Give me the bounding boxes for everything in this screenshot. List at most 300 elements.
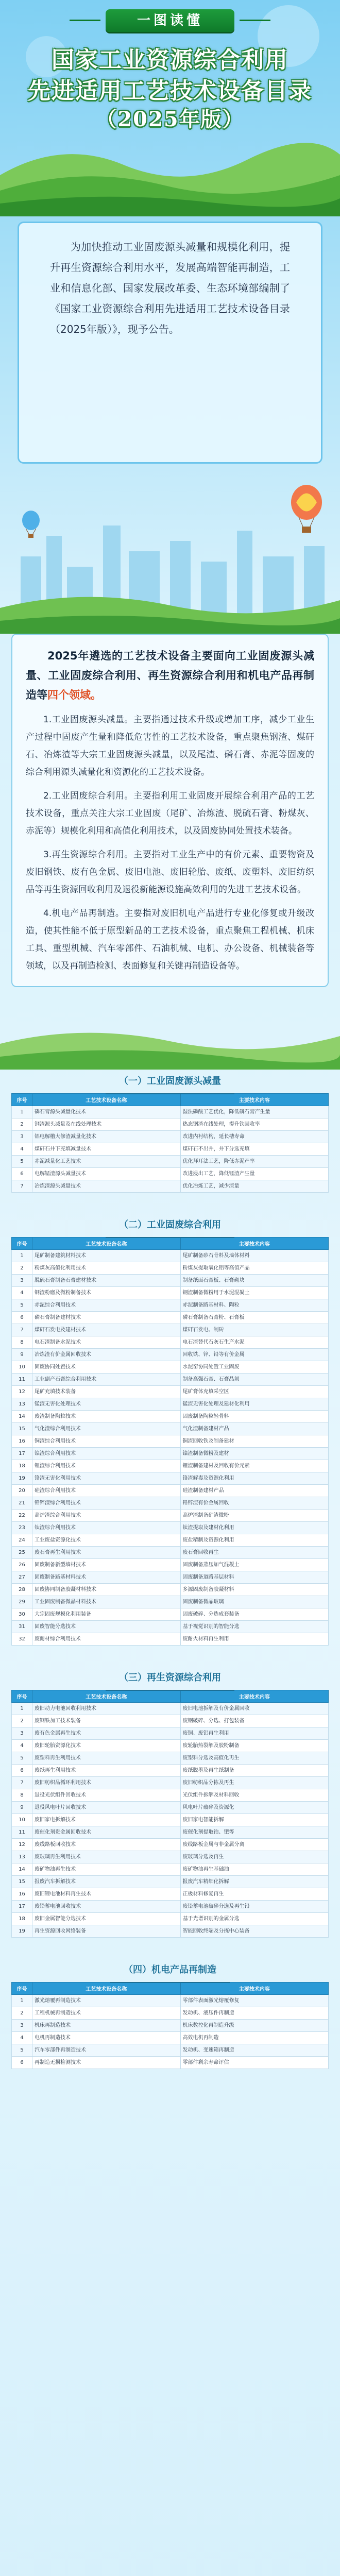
table-row (12, 2057, 329, 2069)
table-cell: 15 (12, 1876, 32, 1888)
table-cell: 回收铁、锌、铅等有价金属 (180, 1349, 329, 1361)
table-cell: 2 (12, 2007, 32, 2020)
table-cell: 固废制备新型墙材技术 (32, 1559, 181, 1571)
table-cell: 报废汽车精细化拆解 (180, 1876, 329, 1888)
table-row (12, 1156, 329, 1168)
table-cell: 18 (12, 1913, 32, 1925)
table-cell: 气化渣制备建材产品 (180, 1423, 329, 1435)
table-row (12, 1621, 329, 1633)
table-cell: 19 (12, 1925, 32, 1938)
table-cell: 电机再制造技术 (32, 2032, 181, 2044)
section-1 (11, 1070, 329, 1193)
table-cell: 12 (12, 1839, 32, 1851)
table-cell: 水泥窑协同处置工业固废 (180, 1361, 329, 1374)
table-row (12, 1374, 329, 1386)
table-row (12, 1571, 329, 1584)
table-cell: 3 (12, 1727, 32, 1740)
catalog-table (11, 1982, 329, 2069)
table-cell: 钛渣提取及建材化利用 (180, 1522, 329, 1534)
table-cell: 4 (12, 1143, 32, 1156)
table-cell: 硅渣综合利用技术 (32, 1485, 181, 1497)
table-cell: 废铅蓄电池破碎分选及再生铅 (180, 1901, 329, 1913)
table-cell: 固废协同处置技术 (32, 1361, 181, 1374)
table-cell: 废钢破碎、分选、打包装备 (180, 1715, 329, 1727)
table-cell: 5 (12, 1299, 32, 1312)
table-cell: 工业固废制备微晶材料技术 (32, 1596, 181, 1608)
title-line-3: （2025年版） (96, 107, 244, 131)
table-cell: 5 (12, 1156, 32, 1168)
title-line-2: 先进适用工艺技术设备目录 (28, 78, 312, 104)
table-cell: 废线路板金属与非金属分离 (180, 1839, 329, 1851)
table-cell: 29 (12, 1596, 32, 1608)
table-cell: 热态钢渣在线处理，提升铁回收率 (180, 1118, 329, 1131)
table-cell: 废旧家电拆解技术 (32, 1814, 181, 1826)
table-row (12, 1485, 329, 1497)
table-cell: 尾矿制备建筑材料技术 (32, 1250, 181, 1262)
table-cell: 尾矿制备砂石骨料及墙体材料 (180, 1250, 329, 1262)
table-cell: 废塑料分选及高值化再生 (180, 1752, 329, 1765)
table-cell: 13 (12, 1851, 32, 1863)
table-row (12, 1336, 329, 1349)
table-row (12, 1299, 329, 1312)
table-cell: 脱硫石膏制备石膏建材技术 (32, 1275, 181, 1287)
table-cell: 6 (12, 1168, 32, 1180)
table-row (12, 1584, 329, 1596)
table-cell: 7 (12, 1324, 32, 1336)
table-row (12, 2020, 329, 2032)
table-cell: 8 (12, 1789, 32, 1802)
table-cell: 铜渣综合利用技术 (32, 1435, 181, 1448)
table-cell: 制备高强石膏、石膏晶须 (180, 1374, 329, 1386)
table-row (12, 1423, 329, 1435)
table-row (12, 1106, 329, 1118)
table-cell: 钢渣粉磨及微粉制备技术 (32, 1287, 181, 1299)
table-cell: 2 (12, 1118, 32, 1131)
table-header: 工艺技术设备名称 (32, 1690, 181, 1703)
table-cell: 23 (12, 1522, 32, 1534)
table-cell: 风电叶片破碎及资源化 (180, 1802, 329, 1814)
table-cell: 改进内衬结构，延长槽寿命 (180, 1131, 329, 1143)
table-cell: 17 (12, 1448, 32, 1460)
table-cell: 优化拜耳法工艺，降低赤泥产率 (180, 1156, 329, 1168)
paragraph-1: 1.工业固废源头减量。主要指通过技术升级或增加工序，减少工业生产过程中固废产生量和降低危害性的工艺技术设备，重点聚焦钢渣、煤矸石、冶炼渣等大宗工业固废源头减量，以及尾渣、磷石膏、赤泥等固废的综合利用源头减量化和资源化的工艺技术设备。 (26, 715, 314, 777)
table-cell: 固废破碎、分选成套装备 (180, 1608, 329, 1621)
balloon-icon (288, 484, 325, 536)
table-cell: 废盐精制及资源化利用 (180, 1534, 329, 1547)
table-cell: 废矿物油再生技术 (32, 1863, 181, 1876)
table-cell: 废旧金属智能分选技术 (32, 1913, 181, 1925)
table-cell: 2 (12, 1262, 32, 1275)
table-cell: 废石膏回收再生 (180, 1547, 329, 1559)
table-cell: 废石膏再生利用技术 (32, 1547, 181, 1559)
table-cell: 废渣制备陶粒技术 (32, 1411, 181, 1423)
table-row (12, 1802, 329, 1814)
table-header: 工艺技术设备名称 (32, 1238, 181, 1250)
table-cell: 9 (12, 1349, 32, 1361)
table-cell: 5 (12, 2044, 32, 2057)
table-cell: 多源固废制备胶凝材料 (180, 1584, 329, 1596)
table-cell: 废塑料再生利用技术 (32, 1752, 181, 1765)
table-cell: 尾矿膏体充填采空区 (180, 1386, 329, 1398)
table-cell: 14 (12, 1411, 32, 1423)
table-cell: 2 (12, 1715, 32, 1727)
table-cell: 制备纸面石膏板、石膏砌块 (180, 1275, 329, 1287)
table-cell: 铜渣回收铁及制备建材 (180, 1435, 329, 1448)
table-cell: 11 (12, 1826, 32, 1839)
table-cell: 高炉渣制备矿渣微粉 (180, 1510, 329, 1522)
table-cell: 赤泥综合利用技术 (32, 1299, 181, 1312)
lead-highlight: 四个领域。 (47, 689, 101, 701)
table-cell: 粉煤灰提取氧化铝等高值产品 (180, 1262, 329, 1275)
section-4 (11, 1958, 329, 2069)
description-box (11, 634, 329, 987)
table-row (12, 1534, 329, 1547)
table-cell: 27 (12, 1571, 32, 1584)
table-cell: 30 (12, 1608, 32, 1621)
table-row (12, 1765, 329, 1777)
table-cell: 32 (12, 1633, 32, 1646)
table-cell: 废旧动力电池回收利用技术 (32, 1703, 181, 1715)
table-row (12, 1349, 329, 1361)
table-cell: 14 (12, 1863, 32, 1876)
table-row (12, 1995, 329, 2007)
table-row (12, 1168, 329, 1180)
table-cell: 22 (12, 1510, 32, 1522)
table-cell: 废钢铁加工技术装备 (32, 1715, 181, 1727)
table-cell: 废铜、废铝再生利用 (180, 1727, 329, 1740)
table-row (12, 1863, 329, 1876)
table-cell: 退役风电叶片回收技术 (32, 1802, 181, 1814)
table-row (12, 1411, 329, 1423)
table-cell: 废催化剂提取铂、钯等 (180, 1826, 329, 1839)
table-cell: 3 (12, 1131, 32, 1143)
table-row (12, 1777, 329, 1789)
table-row (12, 2032, 329, 2044)
table-cell: 锰渣无害化处理技术 (32, 1398, 181, 1411)
table-row (12, 1559, 329, 1571)
table-cell: 16 (12, 1435, 32, 1448)
table-cell: 铅锌渣综合利用技术 (32, 1497, 181, 1510)
table-cell: 固废制备蒸压加气混凝土 (180, 1559, 329, 1571)
title-line-1: 国家工业资源综合利用 (52, 47, 288, 73)
table-cell: 报废汽车拆解技术 (32, 1876, 181, 1888)
table-cell: 煤矸石发电、制砖 (180, 1324, 329, 1336)
table-cell: 铝电解槽大修渣减量化技术 (32, 1131, 181, 1143)
table-cell: 1 (12, 1106, 32, 1118)
table-cell: 退役光伏组件回收技术 (32, 1789, 181, 1802)
table-cell: 铅锌渣有价金属回收 (180, 1497, 329, 1510)
table-cell: 13 (12, 1398, 32, 1411)
table-header: 序号 (12, 1690, 32, 1703)
table-cell: 零部件表面激光熔覆修复 (180, 1995, 329, 2007)
table-cell: 工程机械再制造技术 (32, 2007, 181, 2020)
table-row (12, 1851, 329, 1863)
table-cell: 再生资源回收网络装备 (32, 1925, 181, 1938)
table-cell: 废玻璃再生利用技术 (32, 1851, 181, 1863)
table-cell: 工业废盐资源化技术 (32, 1534, 181, 1547)
table-cell: 冶炼渣有价金属回收技术 (32, 1349, 181, 1361)
table-cell: 基于光谱识别的金属分选 (180, 1913, 329, 1925)
section-3 (11, 1666, 329, 1938)
table-cell: 废纸再生利用技术 (32, 1765, 181, 1777)
table-cell: 固废制备路基材料技术 (32, 1571, 181, 1584)
table-row (12, 1901, 329, 1913)
table-cell: 废玻璃分选及再生 (180, 1851, 329, 1863)
table-cell: 电解锰渣源头减量技术 (32, 1168, 181, 1180)
table-cell: 6 (12, 2057, 32, 2069)
table-cell: 废有色金属再生技术 (32, 1727, 181, 1740)
table-cell: 15 (12, 1423, 32, 1435)
table-cell: 工业副产石膏综合利用技术 (32, 1374, 181, 1386)
table-row (12, 1118, 329, 1131)
table-row (12, 2007, 329, 2020)
table-cell: 10 (12, 1814, 32, 1826)
table-row (12, 1312, 329, 1324)
table-cell: 废催化剂贵金属回收技术 (32, 1826, 181, 1839)
table-cell: 赤泥制备路基材料、陶粒 (180, 1299, 329, 1312)
city-illustration (0, 464, 340, 634)
table-cell: 冶炼渣源头减量技术 (32, 1180, 181, 1193)
catalog-table (11, 1093, 329, 1193)
table-cell: 尾矿充填技术装备 (32, 1386, 181, 1398)
table-cell: 锂渣综合利用技术 (32, 1460, 181, 1472)
table-cell: 磷石膏源头减量化技术 (32, 1106, 181, 1118)
table-cell: 煤矸石井下充填减量技术 (32, 1143, 181, 1156)
table-row (12, 1398, 329, 1411)
table-row (12, 1826, 329, 1839)
table-cell: 固废制备陶粒轻骨料 (180, 1411, 329, 1423)
table-cell: 4 (12, 1740, 32, 1752)
table-row (12, 1814, 329, 1826)
table-cell: 废耐材综合利用技术 (32, 1633, 181, 1646)
table-cell: 废轮胎热裂解及胶粉制备 (180, 1740, 329, 1752)
table-row (12, 1522, 329, 1534)
table-header: 工艺技术设备名称 (32, 1094, 181, 1106)
table-row (12, 1250, 329, 1262)
table-cell: 31 (12, 1621, 32, 1633)
table-row (12, 1497, 329, 1510)
table-cell: 基于视觉识别的智能分选 (180, 1621, 329, 1633)
table-header: 主要技术内容 (180, 1238, 329, 1250)
table-header: 主要技术内容 (180, 1982, 329, 1995)
table-cell: 锰渣无害化处理及建材化利用 (180, 1398, 329, 1411)
table-cell: 光伏组件拆解及材料回收 (180, 1789, 329, 1802)
table-cell: 固废制备微晶玻璃 (180, 1596, 329, 1608)
table-cell: 汽车零部件再制造技术 (32, 2044, 181, 2057)
table-row (12, 2044, 329, 2057)
table-row (12, 1386, 329, 1398)
table-header: 序号 (12, 1094, 32, 1106)
table-cell: 废旧锂电池材料再生技术 (32, 1888, 181, 1901)
badge: 一图读懂 (106, 9, 234, 32)
table-row (12, 1472, 329, 1485)
table-row (12, 1275, 329, 1287)
table-row (12, 1324, 329, 1336)
catalog-table (11, 1237, 329, 1646)
table-cell: 正极材料修复再生 (180, 1888, 329, 1901)
table-cell: 机床再制造技术 (32, 2020, 181, 2032)
table-cell: 煤矸石不出井，井下分选充填 (180, 1143, 329, 1156)
table-cell: 机床数控化再制造升级 (180, 2020, 329, 2032)
table-cell: 4 (12, 2032, 32, 2044)
table-cell: 1 (12, 1250, 32, 1262)
table-cell: 高效电机再制造 (180, 2032, 329, 2044)
table-row (12, 1460, 329, 1472)
table-cell: 3 (12, 1275, 32, 1287)
table-header: 主要技术内容 (180, 1094, 329, 1106)
table-cell: 气化渣综合利用技术 (32, 1423, 181, 1435)
table-cell: 电石渣替代石灰石生产水泥 (180, 1336, 329, 1349)
table-cell: 废纸脱墨及再生纸制备 (180, 1765, 329, 1777)
table-cell: 19 (12, 1472, 32, 1485)
table-cell: 6 (12, 1312, 32, 1324)
catalog-table (11, 1690, 329, 1938)
table-cell: 废旧家电智能拆解 (180, 1814, 329, 1826)
table-cell: 磷石膏制备石膏粉、石膏板 (180, 1312, 329, 1324)
lead-text: 2025年遴选的工艺技术设备主要面向工业固废源头减量、工业固废综合利用、再生资源综合利用和机电产品再制造等四个领域。 (26, 650, 314, 701)
table-cell: 煤矸石发电及建材技术 (32, 1324, 181, 1336)
table-cell: 锂渣制备建材及回收有价元素 (180, 1460, 329, 1472)
table-cell: 废旧轮胎资源化技术 (32, 1740, 181, 1752)
table-cell: 电石渣制备水泥技术 (32, 1336, 181, 1349)
table-cell: 激光熔覆再制造技术 (32, 1995, 181, 2007)
table-cell: 废线路板回收技术 (32, 1839, 181, 1851)
table-cell: 5 (12, 1752, 32, 1765)
table-header: 序号 (12, 1982, 32, 1995)
paragraph-4: 4.机电产品再制造。主要指对废旧机电产品进行专业化修复或升级改造，使其性能不低于原型新品的工艺技术设备，重点聚焦工程机械、机床工具、重型机械、汽车零部件、石油机械、电机、办公设备、机械装备等领域，以及再制造检测、表面修复和关键再制造设备等。 (26, 908, 314, 971)
table-cell: 3 (12, 2020, 32, 2032)
table-row (12, 1703, 329, 1715)
table-cell: 1 (12, 1703, 32, 1715)
table-header: 序号 (12, 1238, 32, 1250)
table-cell: 10 (12, 1361, 32, 1374)
table-row (12, 1180, 329, 1193)
section-title: （三）再生资源综合利用 (11, 1666, 329, 1690)
table-row (12, 1547, 329, 1559)
table-cell: 发动机、变速箱再制造 (180, 2044, 329, 2057)
table-cell: 再制造无损检测技术 (32, 2057, 181, 2069)
table-cell: 28 (12, 1584, 32, 1596)
header (0, 0, 340, 216)
table-cell: 4 (12, 1287, 32, 1299)
paragraph-3: 3.再生资源综合利用。主要指对工业生产中的有价元素、重要物资及废旧钢铁、废有色金属、废旧电池、废旧轮胎、废纸、废塑料、废旧纺织品等再生资源回收利用及退役新能源设施高效利用的先进工艺技术设备。 (26, 850, 314, 895)
table-cell: 8 (12, 1336, 32, 1349)
table-cell: 固废协同制备胶凝材料技术 (32, 1584, 181, 1596)
table-row (12, 1633, 329, 1646)
table-cell: 智能回收终端及分拣中心装备 (180, 1925, 329, 1938)
table-row (12, 1287, 329, 1299)
balloon-small-icon (21, 510, 41, 541)
intro-text: 为加快推动工业固废源头减量和规模化利用，提升再生资源综合利用水平，发展高端智能再制造，工业和信息化部、国家发展改革委、生态环境部编制了《国家工业资源综合利用先进适用工艺技术设备目录（2025年版）》，现予公告。 (50, 241, 290, 335)
table-cell: 固废制备道路基层材料 (180, 1571, 329, 1584)
section-2 (11, 1213, 329, 1646)
table-cell: 废旧电池拆解及有价金属回收 (180, 1703, 329, 1715)
catalog-sections (0, 1070, 340, 2069)
paragraph-2: 2.工业固废综合利用。主要指利用工业固废开展综合利用产品的工艺技术设备，重点关注大宗工业固废（尾矿、冶炼渣、脱硫石膏、粉煤灰、赤泥等）规模化利用和高值化利用技术，以及固废协同处置技术装备。 (26, 791, 314, 836)
table-row (12, 1510, 329, 1522)
table-cell: 7 (12, 1777, 32, 1789)
table-row (12, 1448, 329, 1460)
table-cell: 26 (12, 1559, 32, 1571)
table-cell: 高炉渣综合利用技术 (32, 1510, 181, 1522)
table-cell: 废铅蓄电池回收技术 (32, 1901, 181, 1913)
table-cell: 铬渣解毒及资源化利用 (180, 1472, 329, 1485)
section-title: （一）工业固废源头减量 (11, 1070, 329, 1093)
table-cell: 11 (12, 1374, 32, 1386)
table-row (12, 1740, 329, 1752)
table-header: 工艺技术设备名称 (32, 1982, 181, 1995)
table-cell: 硅渣制备建材产品 (180, 1485, 329, 1497)
table-row (12, 1715, 329, 1727)
table-cell: 赤泥减量化工艺技术 (32, 1156, 181, 1168)
table-cell: 粉煤灰高值化利用技术 (32, 1262, 181, 1275)
table-row (12, 1727, 329, 1740)
table-cell: 钢渣制备微粉用于水泥混凝土 (180, 1287, 329, 1299)
table-cell: 1 (12, 1995, 32, 2007)
table-cell: 镍渣制备微粉及建材 (180, 1448, 329, 1460)
section-title: （二）工业固废综合利用 (11, 1213, 329, 1237)
table-cell: 废旧纺织品循环利用技术 (32, 1777, 181, 1789)
table-row (12, 1143, 329, 1156)
table-cell: 固废智能分选技术 (32, 1621, 181, 1633)
table-row (12, 1596, 329, 1608)
table-row (12, 1752, 329, 1765)
table-cell: 发动机、液压件再制造 (180, 2007, 329, 2020)
table-row (12, 1913, 329, 1925)
table-row (12, 1925, 329, 1938)
table-cell: 21 (12, 1497, 32, 1510)
table-row (12, 1839, 329, 1851)
table-cell: 镍渣综合利用技术 (32, 1448, 181, 1460)
table-cell: 磷石膏制备建材技术 (32, 1312, 181, 1324)
scene-divider (0, 987, 340, 1070)
table-cell: 废耐火材料再生利用 (180, 1633, 329, 1646)
table-row (12, 1361, 329, 1374)
hill-divider-icon (0, 987, 340, 1070)
table-row (12, 1789, 329, 1802)
table-cell: 钢渣源头减量及在线处理技术 (32, 1118, 181, 1131)
table-cell: 7 (12, 1180, 32, 1193)
table-cell: 16 (12, 1888, 32, 1901)
table-cell: 铬渣无害化利用技术 (32, 1472, 181, 1485)
table-cell: 25 (12, 1547, 32, 1559)
table-row (12, 1262, 329, 1275)
table-cell: 零部件剩余寿命评估 (180, 2057, 329, 2069)
table-cell: 改进浸出工艺，降低锰渣产生量 (180, 1168, 329, 1180)
table-row (12, 1131, 329, 1143)
table-cell: 17 (12, 1901, 32, 1913)
table-cell: 18 (12, 1460, 32, 1472)
table-cell: 24 (12, 1534, 32, 1547)
table-cell: 废矿物油再生基础油 (180, 1863, 329, 1876)
table-row (12, 1435, 329, 1448)
table-header: 主要技术内容 (180, 1690, 329, 1703)
table-cell: 钛渣综合利用技术 (32, 1522, 181, 1534)
table-cell: 湿法磷酸工艺优化，降低磷石膏产生量 (180, 1106, 329, 1118)
table-cell: 废旧纺织品分拣及再生 (180, 1777, 329, 1789)
table-cell: 优化冶炼工艺，减少渣量 (180, 1180, 329, 1193)
intro-box (18, 222, 322, 464)
table-row (12, 1888, 329, 1901)
table-row (12, 1876, 329, 1888)
table-cell: 大宗固废规模化利用装备 (32, 1608, 181, 1621)
table-cell: 6 (12, 1765, 32, 1777)
table-cell: 12 (12, 1386, 32, 1398)
table-cell: 20 (12, 1485, 32, 1497)
table-cell: 9 (12, 1802, 32, 1814)
section-title: （四）机电产品再制造 (11, 1958, 329, 1982)
table-row (12, 1608, 329, 1621)
